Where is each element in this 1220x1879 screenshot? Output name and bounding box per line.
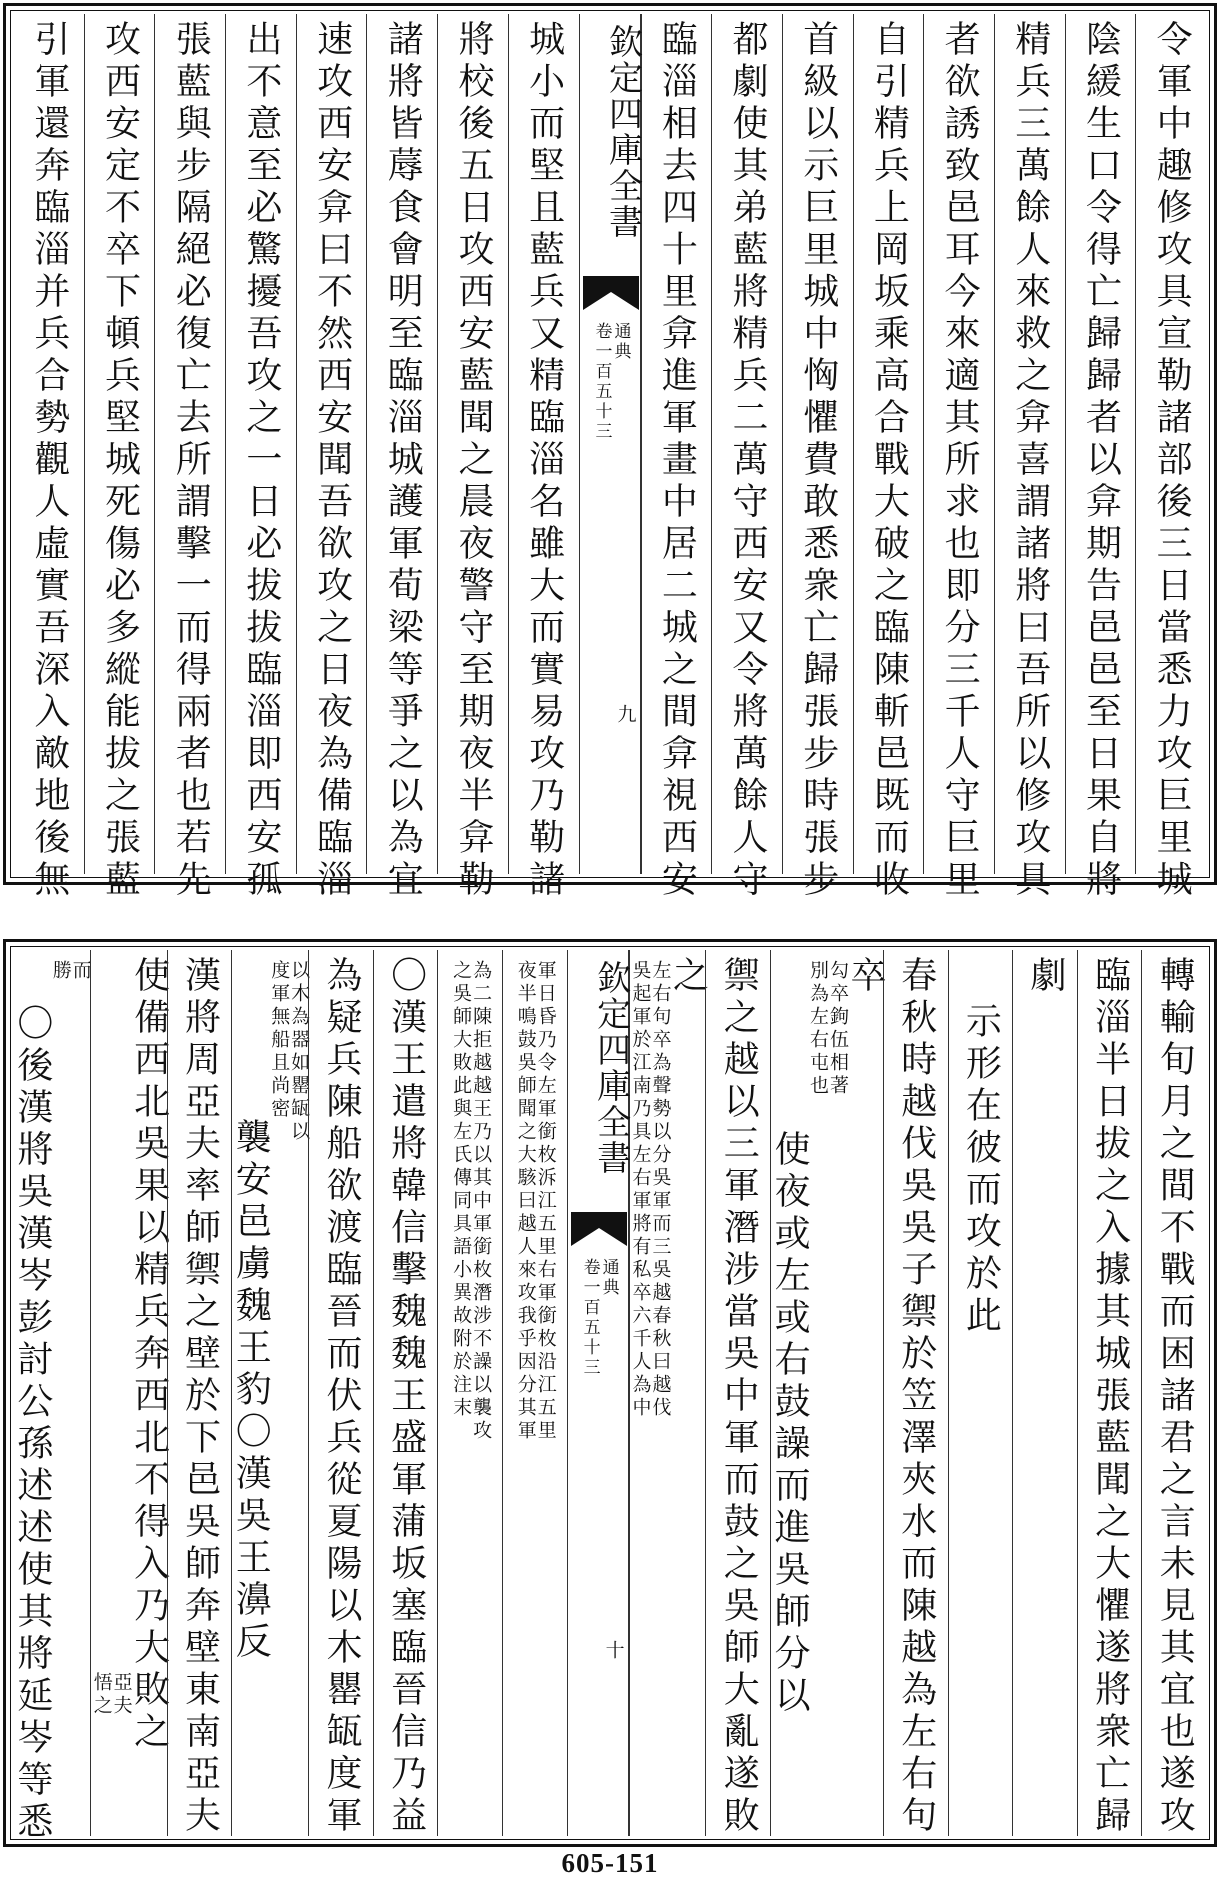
column-text: 使夜或左或右鼓譟而進吳師分以 (769, 1130, 811, 1718)
column-text: 諸將皆蓐食會明至臨淄城護軍荀梁等爭之以為宜 (382, 20, 424, 902)
text-column (373, 950, 438, 1836)
column-text: 襲安邑虜魏王豹〇漢吳王濞反 (230, 1118, 272, 1664)
column-text: 首級以示巨里城中恟懼費敢悉衆亡歸張步時張步 (797, 20, 839, 902)
column-text: 禦之越以三軍潛涉當吳中軍而鼓之吳師大亂遂敗 (718, 956, 760, 1838)
text-column (711, 14, 782, 902)
text-column (14, 14, 84, 902)
text-column (1135, 14, 1206, 902)
column-text: 將校後五日攻西安藍聞之晨夜警守至期夜半弇勒 (452, 20, 494, 902)
annotation-text: 度軍無船且尚密 (268, 960, 291, 1121)
annotation-text: 左右句卒為聲勢以分吳軍而三吳越春秋曰越伐 (649, 960, 672, 1420)
book-title: 欽定四庫全書 (602, 24, 643, 240)
fish-tail-mark-icon (583, 276, 639, 310)
text-column (1065, 14, 1136, 902)
text-column (705, 950, 770, 1836)
annotation-text: 軍日昏乃令左軍銜枚泝江五里右軍銜枚沿江五里 (534, 960, 557, 1443)
text-column (782, 14, 853, 902)
page-number-footer: 605-151 (561, 1848, 659, 1878)
column-text: 陰緩生口令得亡歸歸者以弇期告邑邑至日果自將 (1080, 20, 1122, 902)
text-column (90, 950, 170, 1836)
annotation-text: 勾卒鉤伍相著 (826, 960, 849, 1098)
gutter-title-book: 通典 (598, 1258, 619, 1298)
page-gutter (579, 14, 641, 874)
bottom-text-columns (11, 950, 1206, 1844)
column-text: 臨淄相去四十里弇進軍畫中居二城之間弇視西安 (656, 20, 698, 902)
bottom-page (3, 939, 1217, 1847)
column-text: 〇漢王遣將韓信擊魏魏王盛軍蒲坂塞臨晉信乃益 (385, 956, 427, 1838)
annotation-text: 勝 (49, 960, 72, 983)
column-text: 之 (667, 956, 709, 998)
text-column (11, 950, 92, 1844)
text-column (230, 950, 311, 1836)
text-column (296, 14, 367, 902)
column-text: 速攻西安弇曰不然西安聞吾欲攻之日夜為備臨淄 (311, 20, 353, 902)
column-text: 漢將周亞夫率師禦之壁於下邑吳師奔壁東南亞夫 (179, 956, 221, 1838)
gutter-title-volume: 卷一百五十三 (579, 1258, 600, 1378)
section-heading: 示形在彼而攻於此 (960, 1002, 1002, 1338)
text-column (1141, 950, 1206, 1836)
annotation-text: 而 (69, 960, 92, 983)
column-text: 者欲誘致邑耳今來適其所求也即分三千人守巨里 (939, 20, 981, 902)
text-column (629, 950, 709, 1836)
column-text: 令軍中趣修攻具宣勒諸部後三日當悉力攻巨里城 (1151, 20, 1193, 902)
column-text: 精兵三萬餘人來救之弇喜謂諸將曰吾所以修攻具 (1009, 20, 1051, 902)
annotation-text: 別為左右屯也 (807, 960, 830, 1098)
annotation-text: 以木為器如罌缻以 (288, 960, 311, 1144)
gutter-title (572, 1258, 626, 1378)
text-column (883, 950, 948, 1836)
column-text: 攻西安定不卒下頓兵堅城死傷必多縱能拔之張藍 (99, 20, 141, 902)
fish-tail-mark-icon (571, 1212, 627, 1246)
book-title: 欽定四庫全書 (590, 960, 631, 1176)
text-column (769, 950, 886, 1836)
column-text: 自引精兵上岡坂乘高合戰大破之臨陳斬邑既而收 (868, 20, 910, 902)
column-text: 劇 (1024, 956, 1066, 998)
text-column (308, 950, 373, 1836)
column-text: 使備西北吳果以精兵奔西北不得入乃大敗之 (128, 956, 170, 1754)
text-column (1012, 950, 1077, 1836)
gutter-title-volume: 卷一百五十三 (591, 322, 612, 442)
text-column (853, 14, 924, 902)
gutter-page-number: 九 (614, 704, 637, 723)
text-column (167, 950, 232, 1836)
top-page (3, 3, 1217, 902)
column-text: 城小而堅且藍兵又精臨淄名雖大而實易攻乃勒諸 (523, 20, 565, 902)
column-text: 出不意至必驚擾吾攻之一日必拔拔臨淄即西安孤 (240, 20, 282, 902)
column-text: 臨淄半日拔之入據其城張藍聞之大懼遂將衆亡歸 (1089, 956, 1131, 1838)
text-column (366, 14, 437, 902)
column-text: 引軍還奔臨淄并兵合勢觀人虛實吾深入敵地後無 (28, 20, 70, 902)
gutter-page-number: 十 (602, 1640, 625, 1659)
gutter-title-book: 通典 (610, 322, 631, 362)
column-text: 春秋時越伐吳吳子禦於笠澤夾水而陳越為左右句 (895, 956, 937, 1838)
text-column (437, 950, 502, 1836)
annotation-text: 亞夫 (110, 1672, 133, 1718)
text-column (437, 14, 508, 902)
text-column (225, 14, 296, 902)
top-text-columns (14, 14, 1206, 902)
text-column (948, 950, 1013, 1836)
page-gutter (567, 950, 629, 1836)
gutter-title (584, 322, 638, 442)
text-column (641, 14, 712, 902)
column-text: 卒 (844, 956, 886, 998)
column-text: 為疑兵陳船欲渡臨晉而伏兵從夏陽以木罌缻度軍 (320, 956, 362, 1838)
text-column (508, 14, 579, 902)
annotation-text: 為二陳拒越越王乃以其中軍銜枚潛涉不譟以襲攻 (470, 960, 493, 1443)
text-column (84, 14, 155, 902)
column-text: 都劇使其弟藍將精兵二萬守西安又令將萬餘人守 (727, 20, 769, 902)
text-column (502, 950, 567, 1836)
annotation-text: 夜半鳴鼓吳師聞之大駭曰越人來攻我乎因分其軍 (514, 960, 537, 1443)
text-column (154, 14, 225, 902)
text-column (923, 14, 994, 902)
column-text: 張藍與步隔絕必復亡去所謂擊一而得兩者也若先 (170, 20, 212, 902)
column-text: 〇後漢將吳漢岑彭討公孫述述使其將延岑等悉 (11, 1004, 53, 1844)
text-column (994, 14, 1065, 902)
text-column (1077, 950, 1142, 1836)
annotation-text: 吳起軍於江南乃具左右軍將有私卒六千人為中 (629, 960, 652, 1420)
column-text: 轉輸旬月之間不戰而困諸君之言未見其宜也遂攻 (1154, 956, 1196, 1838)
annotation-text: 之吳師大敗此與左氏傳同具語小異故附於注末 (450, 960, 473, 1420)
annotation-text: 悟之 (90, 1672, 113, 1718)
